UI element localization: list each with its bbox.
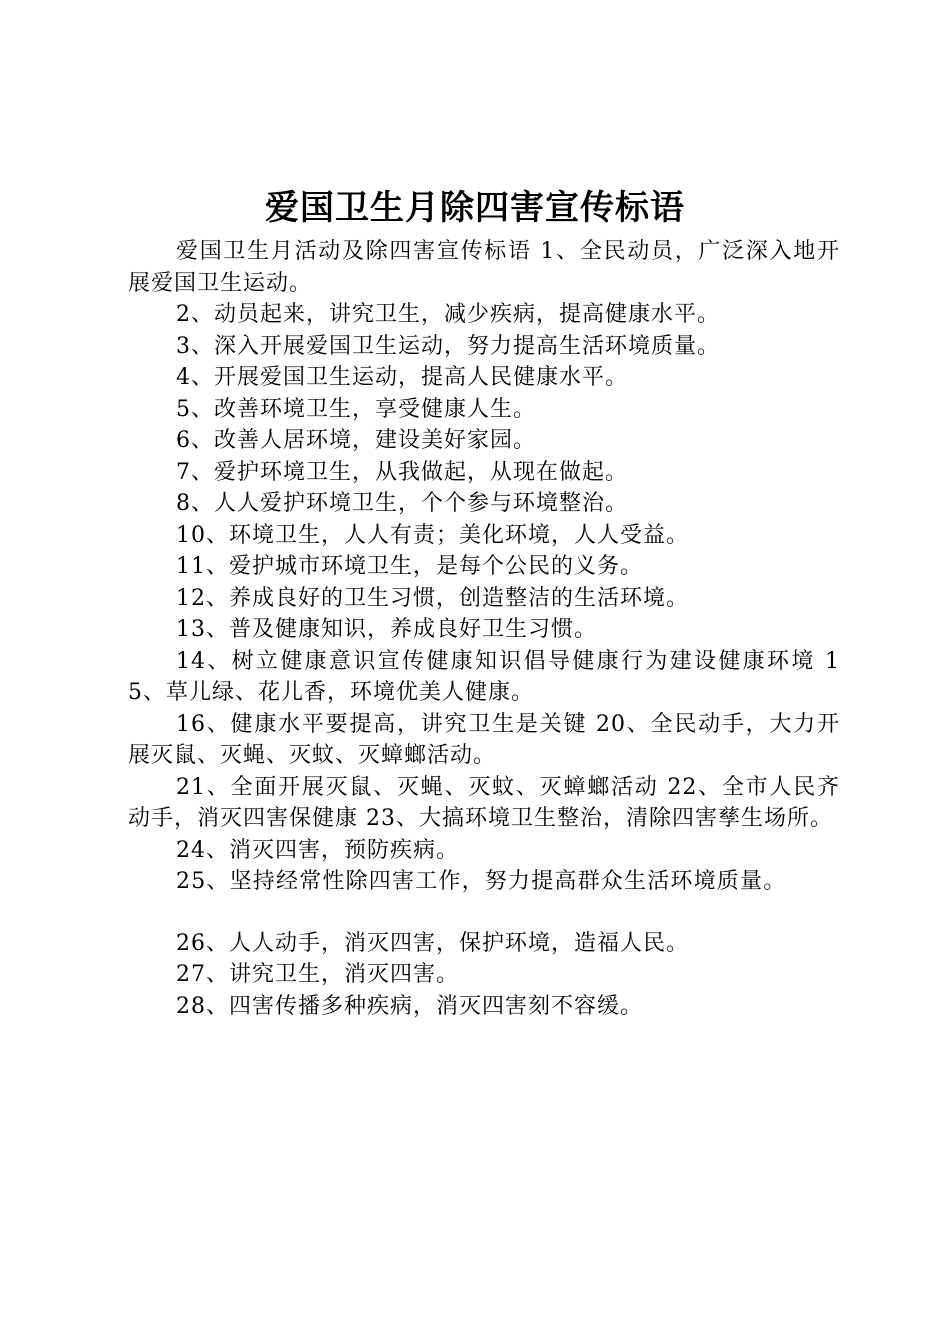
paragraph-13: 13、普及健康知识，养成良好卫生习惯。 bbox=[176, 617, 597, 642]
paragraph-10: 10、环境卫生，人人有责；美化环境，人人受益。 bbox=[176, 522, 689, 548]
paragraph-intro: 爱国卫生月活动及除四害宣传标语 1、全民动员，广泛深入地开展爱国卫生运动。 bbox=[128, 239, 840, 296]
blank-line bbox=[128, 898, 840, 928]
paragraph-27: 27、讲究卫生，消灭四害。 bbox=[176, 962, 459, 987]
paragraph-16: 16、健康水平要提高，讲究卫生是关键 20、全民动手，大力开展灭鼠、灭蝇、灭蚊、灭蟑螂活动。 bbox=[128, 711, 840, 768]
paragraph-8: 8、人人爱护环境卫生，个个参与环境整治。 bbox=[176, 491, 628, 516]
paragraph-24: 24、消灭四害，预防疾病。 bbox=[176, 837, 459, 863]
paragraph-26: 26、人人动手，消灭四害，保护环境，造福人民。 bbox=[176, 930, 689, 956]
paragraph-5: 5、改善环境卫生，享受健康人生。 bbox=[176, 396, 536, 422]
paragraph-28: 28、四害传播多种疾病，消灭四害刻不容缓。 bbox=[176, 993, 643, 1019]
paragraph-2: 2、动员起来，讲究卫生，减少疾病，提高健康水平。 bbox=[176, 302, 720, 327]
paragraph-4: 4、开展爱国卫生运动，提高人民健康水平。 bbox=[176, 365, 628, 390]
document-body bbox=[128, 236, 840, 1022]
paragraph-3: 3、深入开展爱国卫生运动，努力提高生活环境质量。 bbox=[176, 333, 720, 359]
paragraph-11: 11、爱护城市环境卫生，是每个公民的义务。 bbox=[176, 554, 643, 579]
paragraph-25: 25、坚持经常性除四害工作，努力提高群众生活环境质量。 bbox=[176, 869, 787, 894]
paragraph-6: 6、改善人居环境，建设美好家园。 bbox=[176, 428, 536, 453]
paragraph-14: 14、树立健康意识宣传健康知识倡导健康行为建设健康环境 15、草儿绿、花儿香，环境优美人健康。 bbox=[128, 648, 840, 705]
paragraph-21: 21、全面开展灭鼠、灭蝇、灭蚊、灭蟑螂活动 22、全市人民齐动手，消灭四害保健康 23、大搞环境卫生整治，清除四害孳生场所。 bbox=[128, 774, 840, 831]
paragraph-12: 12、养成良好的卫生习惯，创造整洁的生活环境。 bbox=[176, 585, 689, 611]
paragraph-7: 7、爱护环境卫生，从我做起，从现在做起。 bbox=[176, 459, 628, 485]
document-title: 爱国卫生月除四害宣传标语 bbox=[265, 188, 685, 228]
